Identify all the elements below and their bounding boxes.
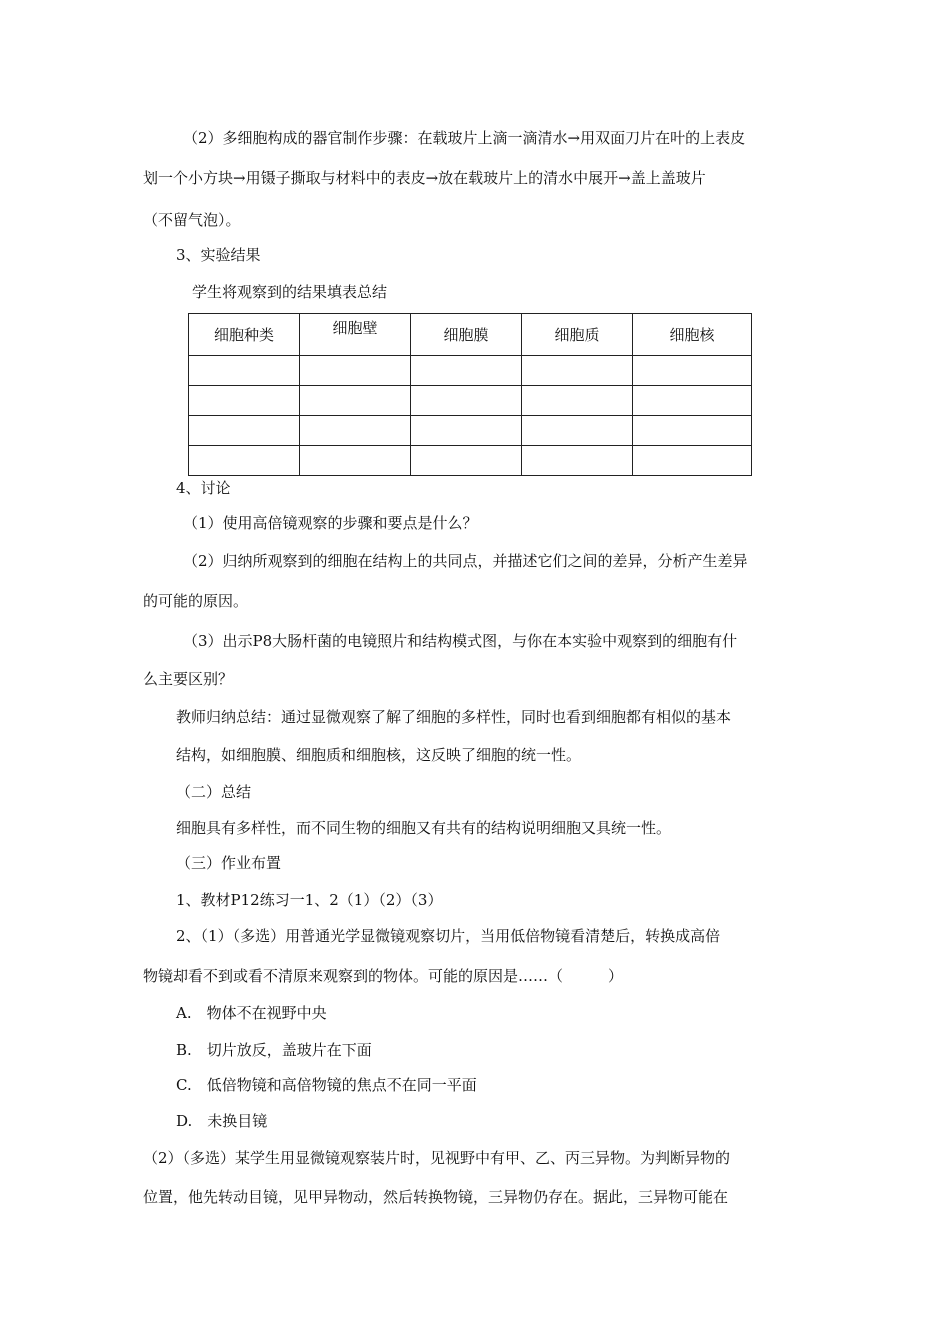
- table-cell: [411, 416, 522, 446]
- table-cell: [633, 356, 752, 386]
- table-cell: [522, 386, 633, 416]
- table-cell: [411, 356, 522, 386]
- table-header-row: [189, 314, 752, 356]
- paragraph: 的可能的原因。: [143, 592, 249, 610]
- table-cell: [522, 416, 633, 446]
- question: （2）（多选）某学生用显微镜观察装片时，见视野中有甲、乙、丙三异物。为判断异物的: [143, 1149, 731, 1167]
- table-cell: [633, 416, 752, 446]
- table-cell: [300, 446, 411, 476]
- paragraph: 教师归纳总结：通过显微观察了解了细胞的多样性，同时也看到细胞都有相似的基本: [176, 708, 732, 726]
- answer-option: B. 切片放反，盖玻片在下面: [176, 1041, 372, 1059]
- table-header-cell: 细胞核: [633, 314, 752, 356]
- table-cell: [633, 386, 752, 416]
- answer-option: D. 未换目镜: [176, 1112, 268, 1130]
- table-header-cell: 细胞种类: [189, 314, 300, 356]
- answer-option: C. 低倍物镜和高倍物镜的焦点不在同一平面: [176, 1076, 477, 1094]
- section-heading: （二）总结: [176, 783, 252, 801]
- table-cell: [300, 386, 411, 416]
- table-cell: [189, 446, 300, 476]
- table-cell: [522, 356, 633, 386]
- answer-option: A. 物体不在视野中央: [176, 1004, 327, 1022]
- paragraph: 结构，如细胞膜、细胞质和细胞核，这反映了细胞的统一性。: [176, 746, 582, 764]
- section-heading: （三）作业布置: [176, 854, 282, 872]
- table-row: [189, 386, 752, 416]
- paragraph: （2）归纳所观察到的细胞在结构上的共同点，并描述它们之间的差异，分析产生差异: [183, 552, 748, 570]
- table-header-cell: 细胞膜: [411, 314, 522, 356]
- table-cell: [189, 356, 300, 386]
- paragraph: （不留气泡）。: [143, 211, 241, 229]
- paragraph: 细胞具有多样性，而不同生物的细胞又有共有的结构说明细胞又具统一性。: [176, 819, 672, 837]
- table-header-cell: 细胞壁: [300, 314, 411, 356]
- table-row: [189, 356, 752, 386]
- table-cell: [189, 386, 300, 416]
- table-cell: [522, 446, 633, 476]
- table-row: [189, 446, 752, 476]
- question: 2、（1）（多选）用普通光学显微镜观察切片，当用低倍物镜看清楚后，转换成高倍: [176, 927, 721, 945]
- paragraph: （2）多细胞构成的器官制作步骤：在载玻片上滴一滴清水→用双面刀片在叶的上表皮: [183, 129, 746, 147]
- table-header-cell: 细胞质: [522, 314, 633, 356]
- results-table: [188, 313, 752, 476]
- question: 物镜却看不到或看不清原来观察到的物体。可能的原因是……（ ）: [143, 967, 624, 985]
- paragraph: （3）出示P8大肠杆菌的电镜照片和结构模式图，与你在本实验中观察到的细胞有什: [183, 632, 738, 650]
- paragraph: 划一个小方块→用镊子撕取与材料中的表皮→放在载玻片上的清水中展开→盖上盖玻片: [143, 169, 706, 187]
- table-cell: [411, 446, 522, 476]
- table-cell: [300, 416, 411, 446]
- table-cell: [300, 356, 411, 386]
- table-cell: [411, 386, 522, 416]
- paragraph: 么主要区别？: [143, 670, 234, 688]
- table-row: [189, 416, 752, 446]
- table-cell: [189, 416, 300, 446]
- paragraph: （1）使用高倍镜观察的步骤和要点是什么？: [183, 514, 478, 532]
- section-heading: 4、讨论: [176, 479, 231, 497]
- table-cell: [633, 446, 752, 476]
- section-heading: 3、实验结果: [176, 246, 261, 264]
- paragraph: 1、教材P12练习一1、2（1）（2）（3）: [176, 891, 443, 909]
- paragraph: 学生将观察到的结果填表总结: [192, 283, 388, 301]
- question: 位置，他先转动目镜，见甲异物动，然后转换物镜，三异物仍存在。据此，三异物可能在: [143, 1188, 729, 1206]
